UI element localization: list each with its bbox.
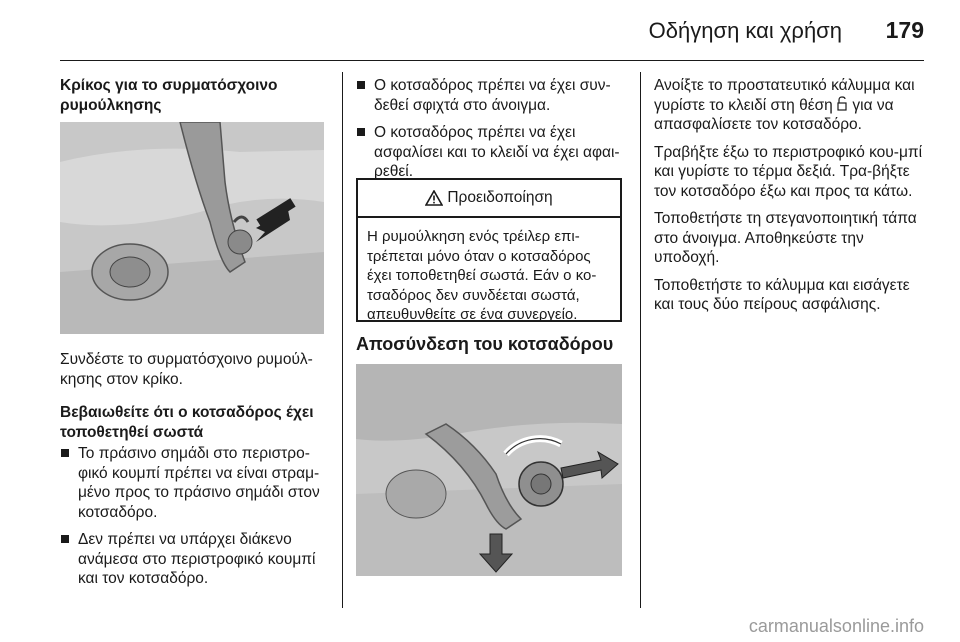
column-2: [356, 76, 622, 190]
column-divider-1: [342, 72, 343, 608]
warning-box: [356, 178, 622, 322]
attach-rope-text: Συνδέστε το συρματόσχοινο ρυμούλ-κησης στον κρίκο.: [60, 351, 313, 388]
column-divider-2: [640, 72, 641, 608]
footer-watermark: carmanualsonline.info: [748, 616, 924, 636]
column-3: [654, 76, 926, 323]
warning-icon: [425, 190, 443, 206]
warning-title: Προειδοποίηση: [447, 189, 553, 206]
list-item: Ο κοτσαδόρος πρέπει να έχει ασφαλίσει και το κλειδί να έχει αφαι-ρεθεί.: [356, 123, 622, 182]
unlock-symbol-icon: [837, 96, 848, 111]
page-header-title: Οδήγηση και χρήση: [648, 18, 842, 43]
list-item: Το πράσινο σημάδι στο περιστρο-φικό κουμπί πρέπει να είναι στραμ-μένο προς το πράσινο σημάδι στον κοτσαδόρο.: [60, 444, 326, 522]
column-1-text: [60, 350, 326, 597]
insert-plug-text: Τοποθετήστε τη στεγανοποιητική τάπα στο άνοιγμα. Αποθηκεύστε την υποδοχή.: [654, 210, 917, 266]
list-item: Δεν πρέπει να υπάρχει διάκενο ανάμεσα στο περιστροφικό κουμπί και τον κοτσαδόρο.: [60, 530, 326, 589]
warning-text: Η ρυμούλκηση ενός τρέιλερ επι-τρέπεται μόνο όταν ο κοτσαδόρος έχει τοποθετηθεί σωστά. Εάν ο κο-τσαδόρος δεν συνδέεται σωστά, απευθυνθείτε σε ένα συνεργείο.: [367, 228, 597, 323]
refit-cover-text: Τοποθετήστε το κάλυμμα και εισάγετε και τους δύο πείρους ασφάλισης.: [654, 276, 910, 313]
check-list: [60, 444, 326, 589]
column-1: [60, 76, 326, 115]
check-heading: Βεβαιωθείτε ότι ο κοτσαδόρος έχει τοποθετηθεί σωστά: [60, 404, 314, 441]
open-cover-text: Ανοίξτε το προστατευτικό κάλυμμα και γυρίστε το κλειδί στη θέση για να απασφαλίσετε τον κοτσαδόρο.: [654, 77, 915, 133]
pull-knob-text: Τραβήξτε έξω το περιστροφικό κου-μπί και γυρίστε το τέρμα δεξιά. Τρα-βήξτε τον κοτσαδόρο έξω και προς τα κάτω.: [654, 143, 923, 200]
requirements-list: [356, 76, 622, 182]
page-number: 179: [885, 17, 924, 43]
header-rule: [60, 60, 924, 61]
list-item: Ο κοτσαδόρος πρέπει να έχει συν-δεθεί σφιχτά στο άνοιγμα.: [356, 76, 622, 115]
section-title: Αποσύνδεση του κοτσαδόρου: [356, 334, 614, 354]
towing-eye-illustration: [60, 122, 324, 334]
detach-hitch-illustration: [356, 364, 622, 576]
towing-eye-heading: Κρίκος για το συρματόσχοινο ρυμούλκησης: [60, 77, 278, 114]
warning-header: [358, 180, 620, 218]
